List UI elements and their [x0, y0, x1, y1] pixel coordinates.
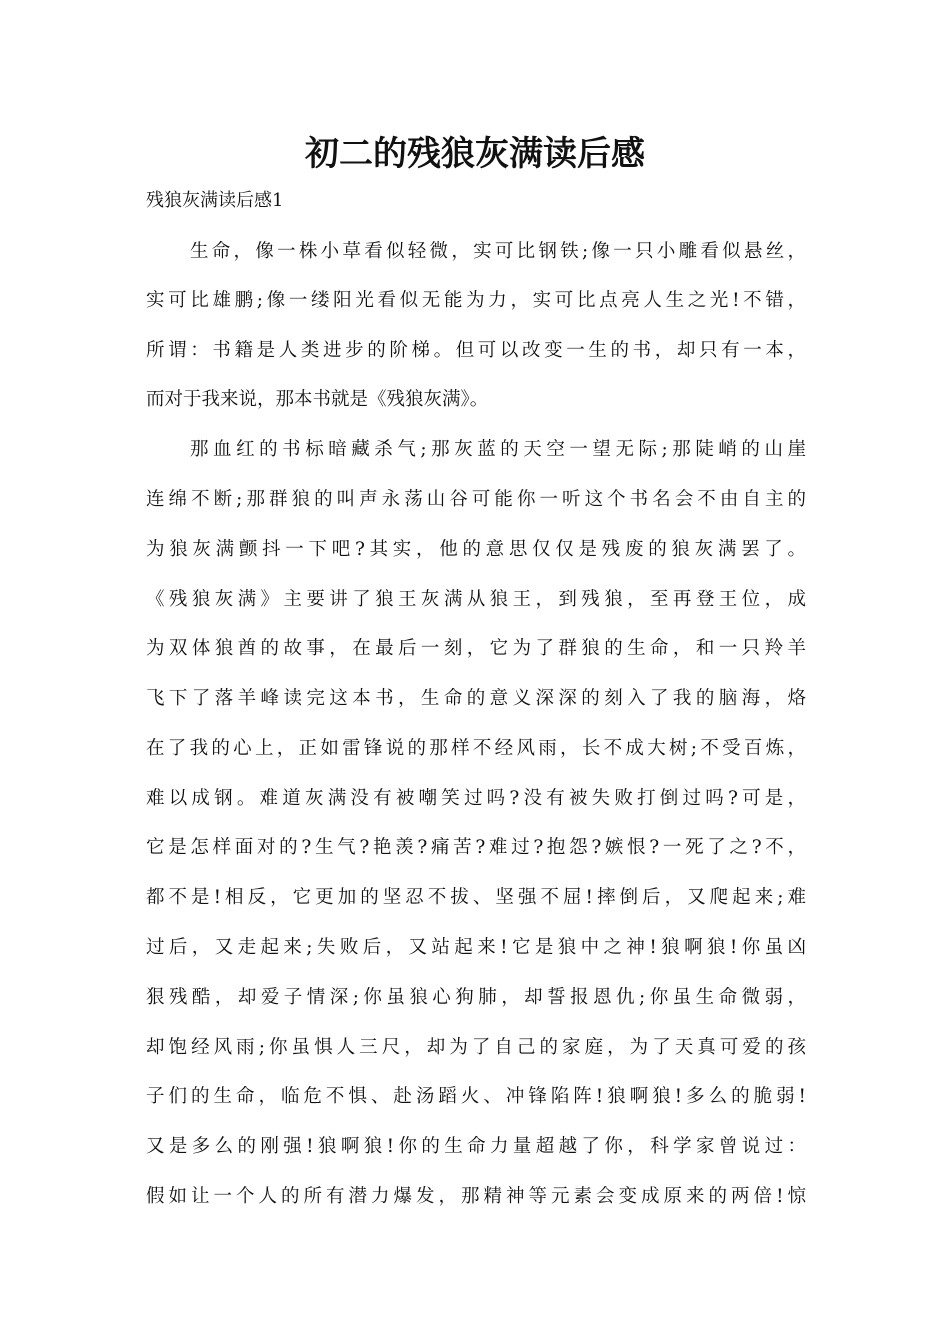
paragraph-line: 却饱经风雨;你虽惧人三尺，却为了自己的家庭，为了天真可爱的孩	[146, 1037, 806, 1058]
paragraph-line: 为狼灰满颤抖一下吧?其实，他的意思仅仅是残废的狼灰满罢了。	[146, 539, 806, 560]
paragraph-line: 《残狼灰满》主要讲了狼王灰满从狼王，到残狼，至再登王位，成	[146, 589, 806, 610]
paragraph-line: 实可比雄鹏;像一缕阳光看似无能为力，实可比点亮人生之光!不错，	[146, 290, 806, 311]
paragraph-line: 生命，像一株小草看似轻微，实可比钢铁;像一只小雕看似悬丝，	[190, 241, 806, 262]
section-heading: 残狼灰满读后感1	[146, 190, 284, 211]
paragraph-line: 又是多么的刚强!狼啊狼!你的生命力量超越了你，科学家曾说过：	[146, 1136, 806, 1157]
paragraph-line: 都不是!相反，它更加的坚忍不拔、坚强不屈!摔倒后，又爬起来;难	[146, 887, 806, 908]
paragraph-line: 难以成钢。难道灰满没有被嘲笑过吗?没有被失败打倒过吗?可是，	[146, 788, 806, 809]
paragraph-line: 那血红的书标暗藏杀气;那灰蓝的天空一望无际;那陡峭的山崖	[190, 439, 806, 460]
paragraph-line: 所谓：书籍是人类进步的阶梯。但可以改变一生的书，却只有一本，	[146, 340, 806, 361]
paragraph-line: 飞下了落羊峰读完这本书，生命的意义深深的刻入了我的脑海，烙	[146, 688, 806, 709]
paragraph-line: 连绵不断;那群狼的叫声永荡山谷可能你一听这个书名会不由自主的	[146, 489, 806, 510]
paragraph-line: 为双体狼酋的故事，在最后一刻，它为了群狼的生命，和一只羚羊	[146, 638, 806, 659]
paragraph-line: 它是怎样面对的?生气?艳羡?痛苦?难过?抱怨?嫉恨?一死了之?不，	[146, 837, 806, 858]
document-title: 初二的残狼灰满读后感	[305, 134, 645, 174]
paragraph-line: 过后，又走起来;失败后，又站起来!它是狼中之神!狼啊狼!你虽凶	[146, 937, 806, 958]
paragraph-line: 狠残酷，却爱子情深;你虽狼心狗肺，却誓报恩仇;你虽生命微弱，	[146, 987, 806, 1008]
paragraph-line: 在了我的心上，正如雷锋说的那样不经风雨，长不成大树;不受百炼，	[146, 738, 806, 759]
paragraph-line: 子们的生命，临危不惧、赴汤蹈火、冲锋陷阵!狼啊狼!多么的脆弱!	[146, 1086, 806, 1107]
paragraph-line: 假如让一个人的所有潜力爆发，那精神等元素会变成原来的两倍!惊	[146, 1186, 806, 1207]
paragraph-line: 而对于我来说，那本书就是《残狼灰满》。	[146, 389, 489, 410]
